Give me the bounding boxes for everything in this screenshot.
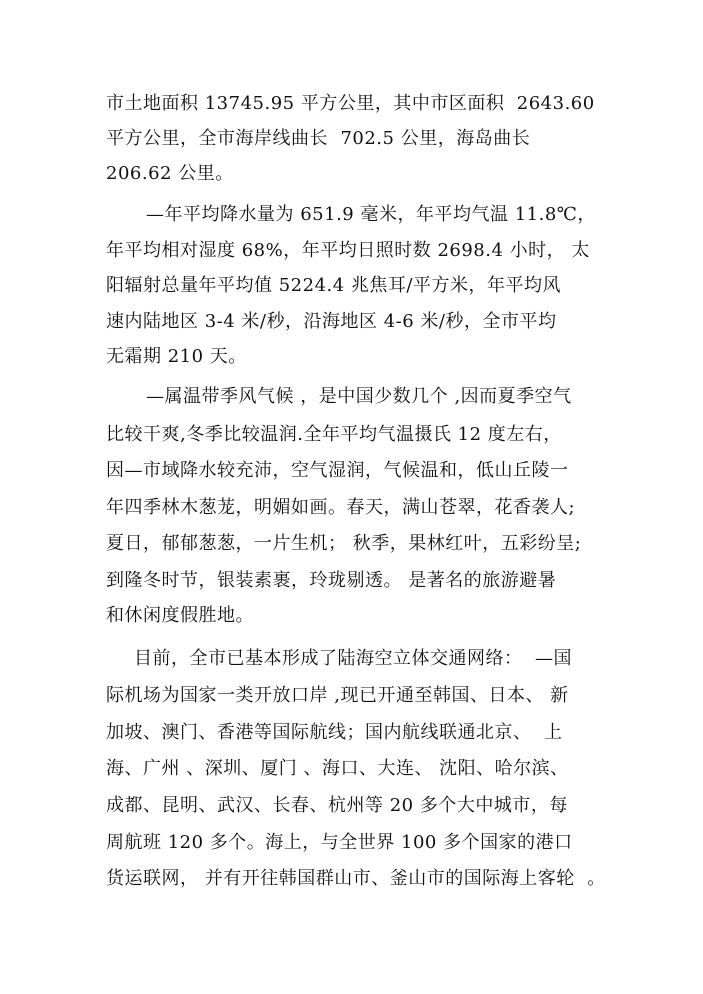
text-line-20: 成都、昆明、武汉、长春、杭州等 20 多个大中城市，每 — [106, 795, 568, 816]
text-line-1: 市土地面积 13745.95 平方公里，其中市区面积 2643.60 — [106, 93, 595, 114]
text-line-17: 际机场为国家一类开放口岸 ,现已开通至韩国、日本、 新 — [106, 685, 569, 706]
text-line-5: 年平均相对湿度 68%，年平均日照时数 2698.4 小时， 太 — [106, 240, 590, 261]
text-line-14: 到隆冬时节，银装素裹，玲珑剔透。 是著名的旅游避暑 — [106, 570, 557, 591]
text-line-19: 海、广州 、深圳、厦门 、海口、大连、 沈阳、哈尔滨、 — [106, 758, 569, 779]
text-line-16: 目前，全市已基本形成了陆海空立体交通网络： —国 — [134, 648, 572, 669]
text-line-9: —属温带季风气候 ，是中国少数几个 ,因而夏季空气 — [146, 386, 572, 407]
text-line-10: 比较干爽,冬季比较温润.全年平均气温摄氏 12 度左右， — [106, 424, 562, 445]
text-line-18: 加坡、澳门、香港等国际航线；国内航线联通北京、 上 — [106, 722, 563, 743]
text-line-12: 年四季林木葱茏，明媚如画。春天，满山苍翠，花香袭人; — [106, 497, 576, 518]
text-line-3: 206.62 公里。 — [106, 163, 234, 184]
text-line-11: 因—市域降水较充沛，空气湿润，气候温和，低山丘陵一 — [106, 460, 569, 481]
text-line-4: —年平均降水量为 651.9 毫米，年平均气温 11.8℃， — [146, 204, 596, 225]
text-line-2: 平方公里，全市海岸线曲长 702.5 公里，海岛曲长 — [106, 128, 531, 149]
text-line-15: 和休闲度假胜地。 — [106, 605, 254, 626]
text-line-22: 货运联网， 并有开往韩国群山市、釜山市的国际海上客轮 。 — [106, 868, 606, 889]
text-line-21: 周航班 120 多个。海上，与全世界 100 多个国家的港口 — [106, 832, 573, 853]
text-line-7: 速内陆地区 3-4 米/秒，沿海地区 4-6 米/秒，全市平均 — [106, 311, 557, 332]
text-line-8: 无霜期 210 天。 — [106, 346, 247, 367]
text-line-6: 阳辐射总量年平均值 5224.4 兆焦耳/平方米，年平均风 — [106, 275, 561, 296]
text-line-13: 夏日，郁郁葱葱，一片生机； 秋季，果林红叶，五彩纷呈; — [106, 533, 582, 554]
